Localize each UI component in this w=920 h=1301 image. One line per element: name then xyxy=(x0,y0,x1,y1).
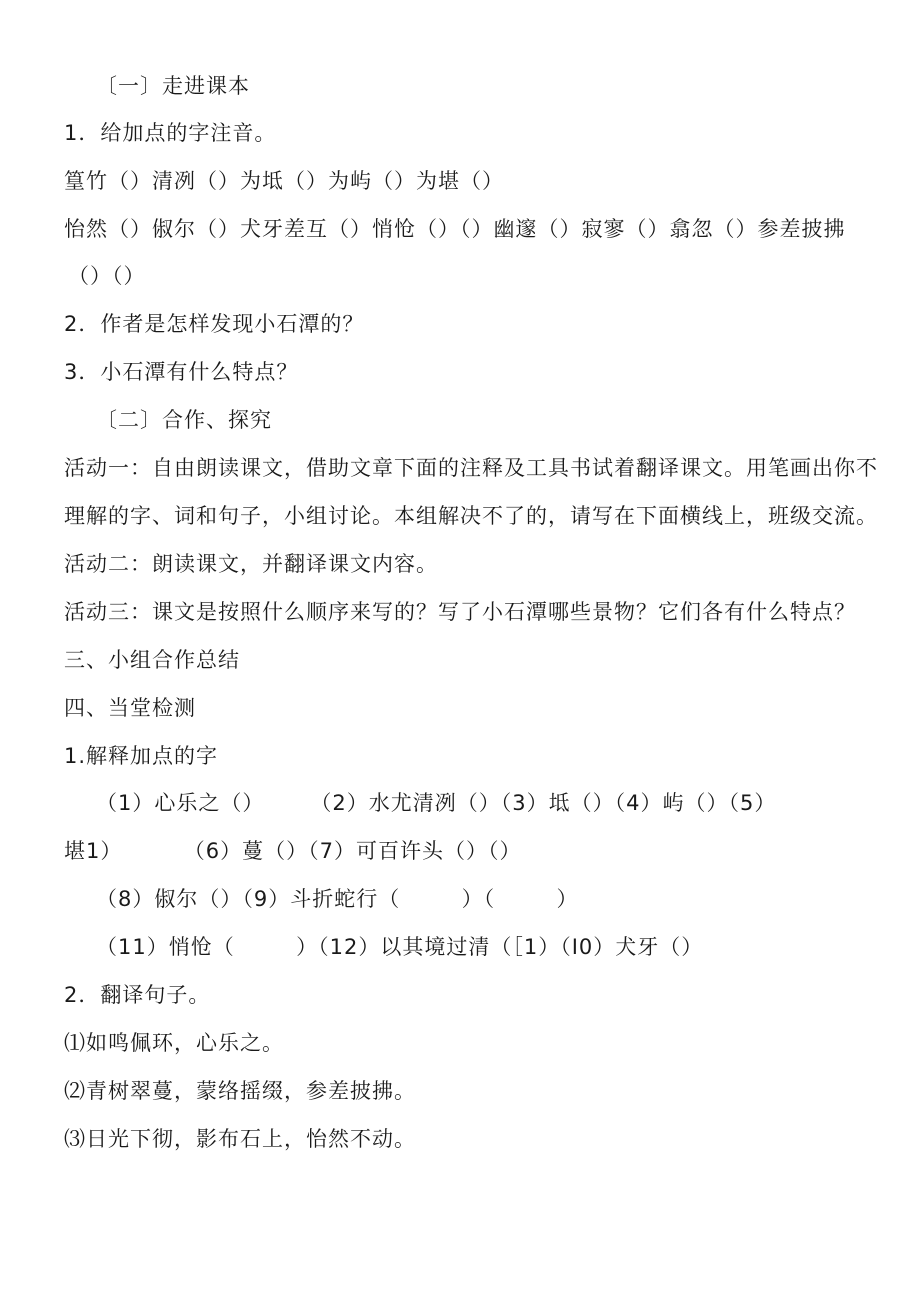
exercise-1-row-4: （11）悄怆（ ）（12）以其境过清（［1）（I0）犬牙（） xyxy=(96,935,704,959)
exercise-1-row-3: （8）俶尔（）（9）斗折蛇行（ ）（ ） xyxy=(96,887,579,911)
activity-1-line-2: 理解的字、词和句子，小组讨论。本组解决不了的，请写在下面横线上，班级交流。 xyxy=(64,504,878,528)
question-2: 2．作者是怎样发现小石潭的？ xyxy=(64,312,365,336)
activity-2: 活动二：朗读课文，并翻译课文内容。 xyxy=(64,552,438,576)
exercise-2-sentence-2: ⑵青树翠蔓，蒙络摇缀，参差披拂。 xyxy=(64,1079,416,1103)
section-heading-3: 三、小组合作总结 xyxy=(64,648,240,672)
exercise-1-title: 1.解释加点的字 xyxy=(64,744,219,768)
pinyin-row-1: 篁竹（）清冽（）为坻（）为屿（）为堪（） xyxy=(64,169,504,193)
exercise-2-sentence-3: ⑶日光下彻，影布石上，怡然不动。 xyxy=(64,1127,416,1151)
section-heading-2: 〔二〕合作、探究 xyxy=(96,408,272,432)
exercise-2-sentence-1: ⑴如鸣佩环，心乐之。 xyxy=(64,1031,284,1055)
activity-1-line-1: 活动一：自由朗读课文，借助文章下面的注释及工具书试着翻译课文。用笔画出你不 xyxy=(64,456,878,480)
exercise-2-title: 2．翻译句子。 xyxy=(64,983,211,1007)
pinyin-row-2: 怡然（）俶尔（）犬牙差互（）悄怆（）（）幽邃（）寂寥（）翕忽（）参差披拂 xyxy=(64,217,846,241)
exercise-1-row-2: 堪1） （6）蔓（）（7）可百许头（）（） xyxy=(64,839,522,863)
question-1: 1．给加点的字注音。 xyxy=(64,121,277,145)
pinyin-row-3: （）（） xyxy=(68,264,146,288)
activity-3: 活动三：课文是按照什么顺序来写的？写了小石潭哪些景物？它们各有什么特点？ xyxy=(64,600,856,624)
exercise-1-row-1: （1）心乐之（） （2）水尤清冽（）（3）坻（）（4）屿（）（5） xyxy=(96,791,777,815)
section-heading-4: 四、当堂检测 xyxy=(64,696,196,720)
question-3: 3．小石潭有什么特点？ xyxy=(64,360,299,384)
section-heading-1: 〔一〕走进课本 xyxy=(96,74,250,98)
